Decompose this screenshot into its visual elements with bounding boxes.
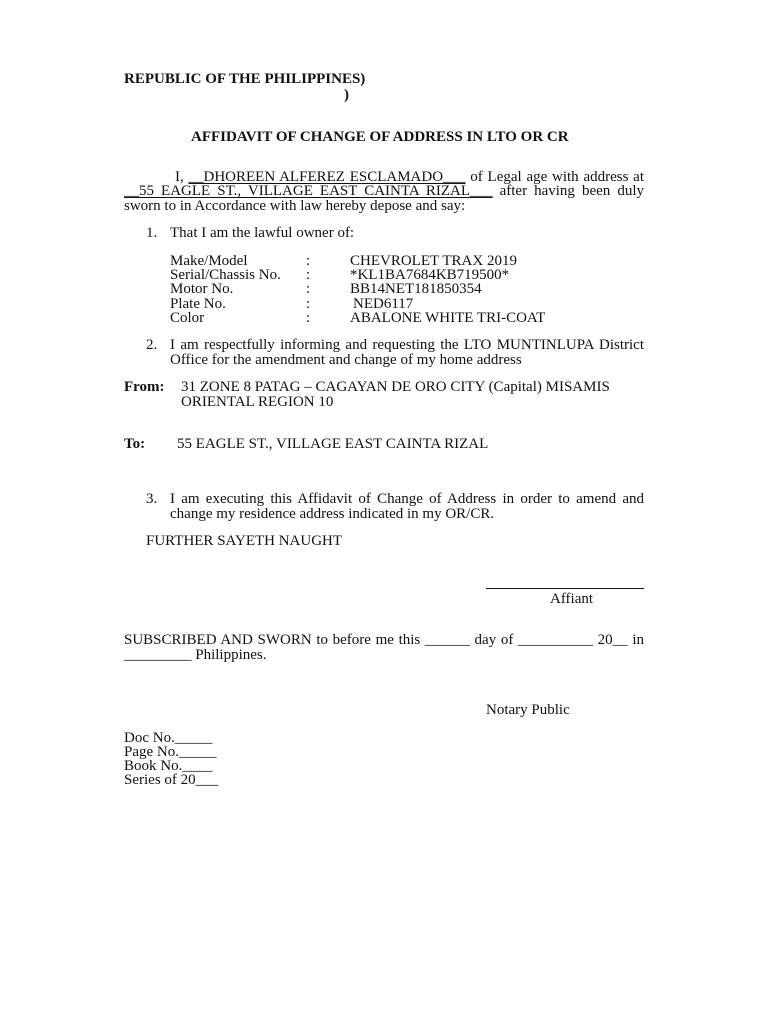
item-2-line-1: I am respectfully informing and requesting the LTO MUNTINLUPA District	[170, 337, 644, 353]
vehicle-row	[0, 282, 768, 297]
book-no: Book No.____	[124, 758, 213, 774]
intro-line-1-rest: of Legal age with address at	[470, 169, 645, 185]
vehicle-separator: :	[306, 310, 311, 326]
vehicle-separator: :	[306, 296, 311, 312]
item-3-line-2: change my residence address indicated in my OR/CR.	[170, 506, 495, 522]
vehicle-label: Serial/Chassis No.	[170, 267, 281, 283]
item-1-number: 1.	[146, 225, 158, 241]
vehicle-row	[0, 311, 768, 326]
item-3-number: 3.	[146, 491, 158, 507]
series-year: Series of 20___	[124, 772, 219, 788]
vehicle-label: Color	[170, 310, 205, 326]
intro-prefix: I,	[175, 169, 184, 185]
item-3-line-1: I am executing this Affidavit of Change of Address in order to amend and	[170, 491, 644, 507]
intro-line-2	[124, 184, 644, 199]
vehicle-value: NED6117	[353, 296, 414, 312]
venue-republic: REPUBLIC OF THE PHILIPPINES)	[124, 71, 366, 87]
from-label: From:	[124, 379, 165, 395]
document-title: AFFIDAVIT OF CHANGE OF ADDRESS IN LTO OR CR	[191, 129, 569, 145]
vehicle-value: *KL1BA7684KB719500*	[350, 267, 510, 283]
affiant-address: __55 EAGLE ST., VILLAGE EAST CAINTA RIZAL___	[124, 183, 493, 199]
from-address-line-1: 31 ZONE 8 PATAG – CAGAYAN DE ORO CITY (Capital) MISAMIS	[181, 379, 610, 395]
jurat-line-1: SUBSCRIBED AND SWORN to before me this ______ day of __________ 20__ in	[124, 632, 644, 648]
item-1-text: That I am the lawful owner of:	[170, 225, 355, 241]
vehicle-label: Make/Model	[170, 253, 248, 269]
signature-line	[486, 588, 644, 589]
vehicle-label: Plate No.	[170, 296, 226, 312]
vehicle-separator: :	[306, 267, 311, 283]
item-2-number: 2.	[146, 337, 158, 353]
intro-line-3: sworn to in Accordance with law hereby depose and say:	[124, 198, 466, 214]
affiant-name: __DHOREEN ALFEREZ ESCLAMADO___	[188, 169, 466, 185]
venue-bracket: )	[344, 87, 349, 103]
vehicle-separator: :	[306, 253, 311, 269]
item-2-line-2: Office for the amendment and change of my home address	[170, 352, 522, 368]
vehicle-value: CHEVROLET TRAX 2019	[350, 253, 517, 269]
doc-no: Doc No._____	[124, 730, 213, 746]
jurat-line-2: _________ Philippines.	[124, 647, 267, 663]
vehicle-label: Motor No.	[170, 281, 234, 297]
vehicle-value: BB14NET181850354	[350, 281, 482, 297]
affiant-label: Affiant	[550, 591, 594, 607]
intro-line-2-rest: after having been duly	[499, 183, 645, 199]
to-address: 55 EAGLE ST., VILLAGE EAST CAINTA RIZAL	[177, 436, 489, 452]
notary-label: Notary Public	[486, 702, 570, 718]
vehicle-value: ABALONE WHITE TRI-COAT	[350, 310, 546, 326]
page-no: Page No._____	[124, 744, 217, 760]
closing-statement: FURTHER SAYETH NAUGHT	[146, 533, 343, 549]
from-address-line-2: ORIENTAL REGION 10	[181, 394, 334, 410]
vehicle-separator: :	[306, 281, 311, 297]
to-label: To:	[124, 436, 146, 452]
